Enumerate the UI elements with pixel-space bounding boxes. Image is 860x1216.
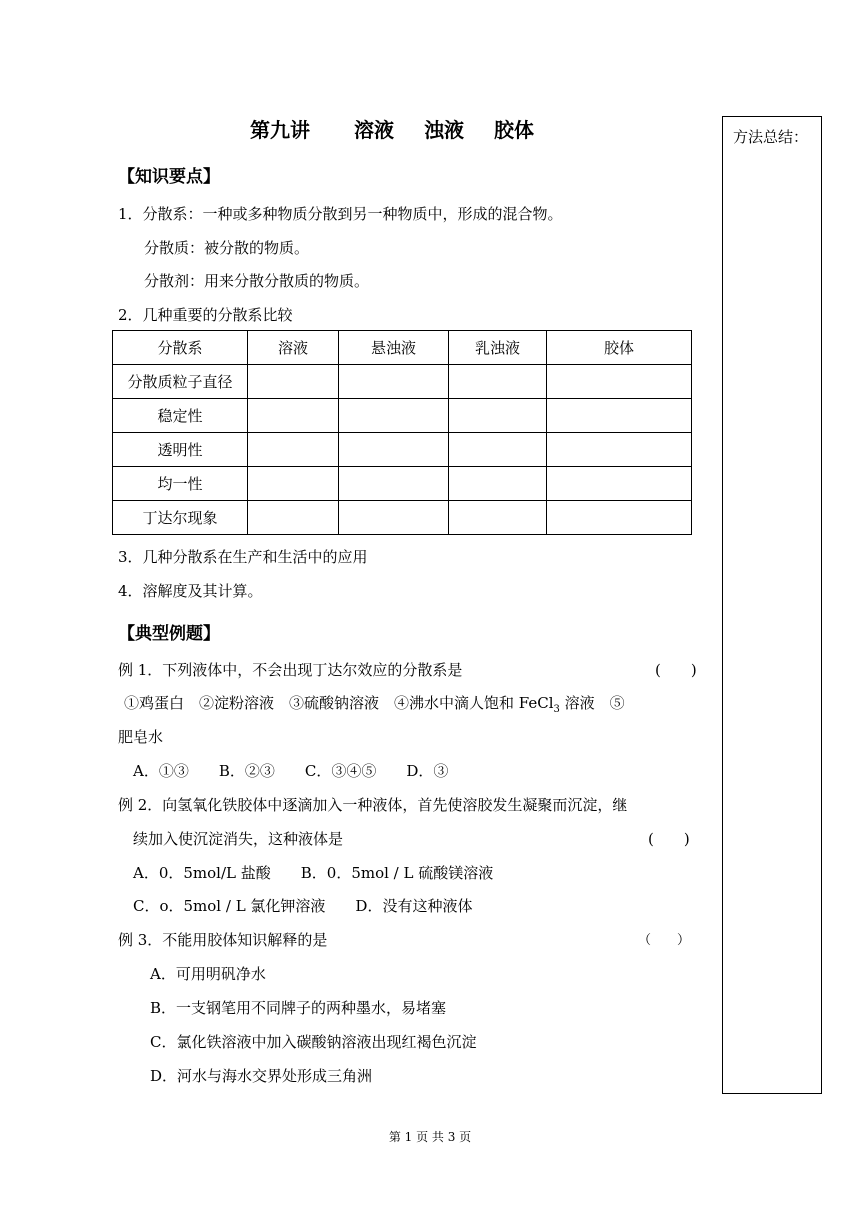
examples-heading: 【典型例题】 xyxy=(118,624,220,644)
table-cell xyxy=(339,399,449,433)
example-1-items-cont: 肥皂水 xyxy=(118,728,164,746)
example-3-option-a: A．可用明矾净水 xyxy=(150,965,266,983)
table-header: 溶液 xyxy=(248,331,339,365)
example-1-answer-paren: ( ) xyxy=(655,661,697,679)
table-cell xyxy=(547,467,692,501)
table-header: 乳浊液 xyxy=(449,331,547,365)
example-2-options-ab: A．0．5mol/L 盐酸 B．0．5mol / L 硫酸镁溶液 xyxy=(133,864,494,882)
example-3-option-b: B．一支钢笔用不同牌子的两种墨水，易堵塞 xyxy=(150,999,447,1017)
table-cell xyxy=(449,433,547,467)
table-cell xyxy=(339,467,449,501)
table-cell xyxy=(248,467,339,501)
table-cell xyxy=(547,501,692,535)
knowledge-line-3: 分散剂：用来分散分散质的物质。 xyxy=(144,272,370,290)
knowledge-line-6: 4．溶解度及其计算。 xyxy=(118,582,263,600)
example-1-items xyxy=(124,692,625,715)
table-cell xyxy=(248,365,339,399)
table-cell xyxy=(547,365,692,399)
method-summary-box xyxy=(722,116,822,1094)
example-3-option-c: C．氯化铁溶液中加入碳酸钠溶液出现红褐色沉淀 xyxy=(150,1033,477,1051)
table-cell xyxy=(248,399,339,433)
table-cell xyxy=(449,467,547,501)
title-suspension: 浊液 xyxy=(424,118,464,142)
table-cell xyxy=(449,365,547,399)
table-row xyxy=(113,365,692,399)
table-cell xyxy=(339,365,449,399)
row-label: 透明性 xyxy=(113,433,248,467)
knowledge-line-5: 3．几种分散系在生产和生活中的应用 xyxy=(118,548,368,566)
page-title xyxy=(250,114,534,143)
table-row xyxy=(113,433,692,467)
table-cell xyxy=(547,433,692,467)
table-cell xyxy=(339,501,449,535)
row-label: 分散质粒子直径 xyxy=(113,365,248,399)
lecture-number: 第九讲 xyxy=(250,118,310,142)
example-2-answer-paren: ( ) xyxy=(648,830,690,848)
example-1-items-text: ①鸡蛋白 ②淀粉溶液 ③硫酸钠溶液 ④沸水中滴人饱和 FeCl xyxy=(124,694,554,712)
example-2-question-cont: 续加入使沉淀消失，这种液体是 xyxy=(133,830,344,848)
example-3-option-d: D．河水与海水交界处形成三角洲 xyxy=(150,1067,373,1085)
table-cell xyxy=(547,399,692,433)
knowledge-heading: 【知识要点】 xyxy=(118,167,220,187)
table-cell xyxy=(339,433,449,467)
table-header-row xyxy=(113,331,692,365)
table-row xyxy=(113,399,692,433)
dispersion-comparison-table xyxy=(112,330,692,535)
table-cell xyxy=(248,501,339,535)
row-label: 均一性 xyxy=(113,467,248,501)
example-3-question: 例 3．不能用胶体知识解释的是 xyxy=(118,931,328,949)
example-1-question: 例 1．下列液体中，不会出现丁达尔效应的分散系是 xyxy=(118,661,463,679)
title-solution: 溶液 xyxy=(354,118,394,142)
knowledge-line-1: 1．分散系：一种或多种物质分散到另一种物质中，形成的混合物。 xyxy=(118,205,563,223)
page-footer: 第 1 页 共 3 页 xyxy=(388,1130,472,1144)
table-cell xyxy=(248,433,339,467)
knowledge-line-4: 2．几种重要的分散系比较 xyxy=(118,306,293,324)
title-colloid: 胶体 xyxy=(494,118,534,142)
table-cell xyxy=(449,501,547,535)
subscript-3: 3 xyxy=(553,704,560,715)
table-row xyxy=(113,467,692,501)
table-header: 悬浊液 xyxy=(339,331,449,365)
table-header: 分散系 xyxy=(113,331,248,365)
example-2-options-cd: C．o．5mol / L 氯化钾溶液 D．没有这种液体 xyxy=(133,897,473,915)
example-3-answer-paren: （ ） xyxy=(638,933,691,948)
example-2-question: 例 2．向氢氧化铁胶体中逐滴加入一种液体，首先使溶胶发生凝聚而沉淀，继 xyxy=(118,796,628,814)
table-row xyxy=(113,501,692,535)
knowledge-line-2: 分散质：被分散的物质。 xyxy=(144,239,310,257)
example-1-items-text-end: 溶液 ⑤ xyxy=(559,694,625,712)
example-1-options: A．①③ B．②③ C．③④⑤ D．③ xyxy=(133,762,449,780)
method-summary-label: 方法总结： xyxy=(733,128,809,146)
row-label: 稳定性 xyxy=(113,399,248,433)
table-header: 胶体 xyxy=(547,331,692,365)
table-cell xyxy=(449,399,547,433)
row-label: 丁达尔现象 xyxy=(113,501,248,535)
